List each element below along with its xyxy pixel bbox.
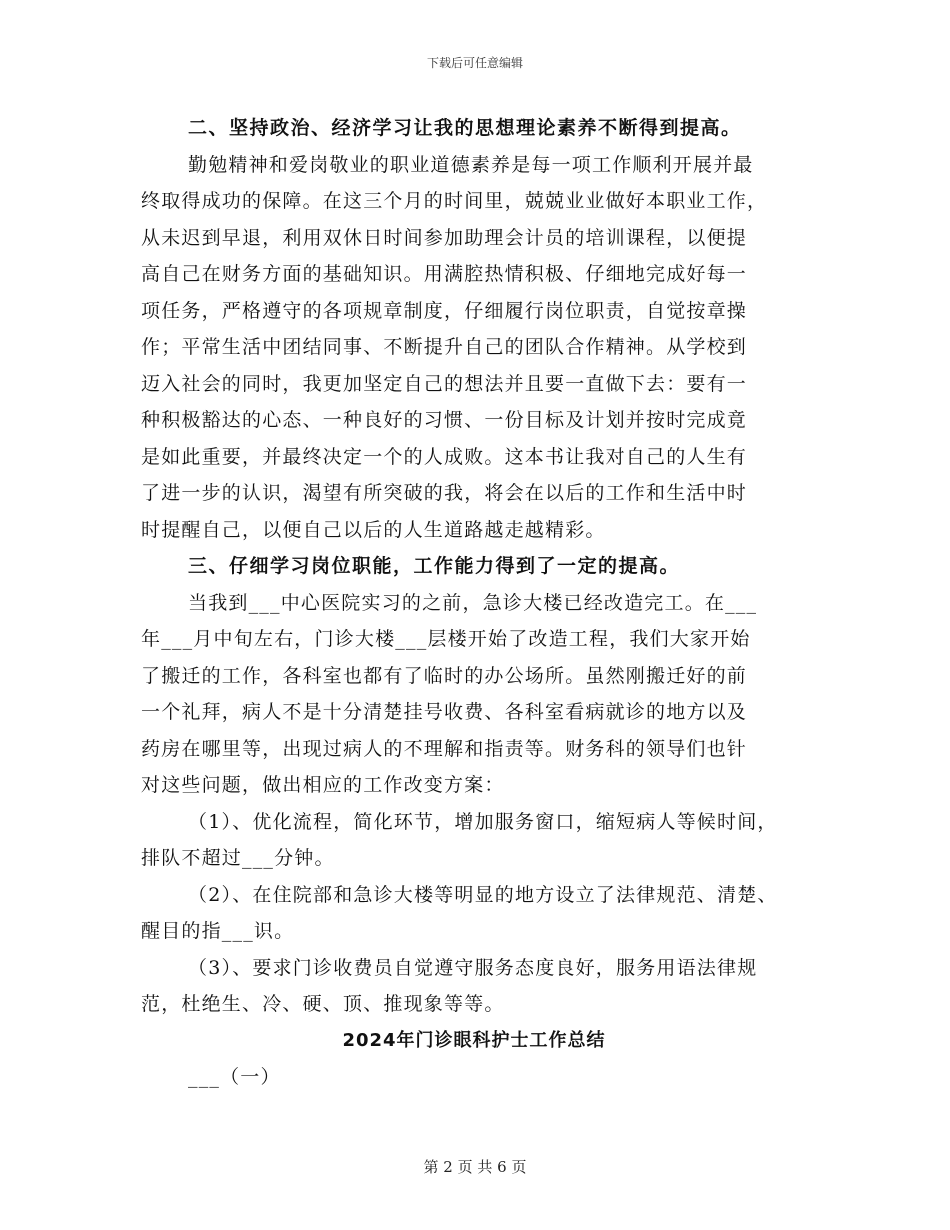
paragraph-line: 一个礼拜，病人不是十分清楚挂号收费、各科室看病就诊的地方以及 bbox=[141, 701, 748, 723]
paragraph-line: 是如此重要，并最终决定一个的人成败。这本书让我对自己的人生有 bbox=[141, 445, 748, 468]
section-heading-3: 三、仔细学习岗位职能，工作能力得到了一定的提高。 bbox=[188, 555, 681, 577]
paragraph-line: 排队不超过___分钟。 bbox=[141, 847, 335, 869]
paragraph-line: 了搬迁的工作，各科室也都有了临时的办公场所。虽然刚搬迁好的前 bbox=[141, 664, 748, 687]
paragraph-line: 迈入社会的同时，我更加坚定自己的想法并且要一直做下去：要有一 bbox=[141, 372, 748, 395]
paragraph-line: 终取得成功的保障。在这三个月的时间里，兢兢业业做好本职业工作， bbox=[141, 190, 768, 212]
paragraph-line: 种积极豁达的心态、一种良好的习惯、一份目标及计划并按时完成竟 bbox=[141, 409, 748, 431]
paragraph-line: 项任务，严格遵守的各项规章制度，仔细履行岗位职责，自觉按章操 bbox=[141, 299, 748, 322]
paragraph-line: 高自己在财务方面的基础知识。用满腔热情积极、仔细地完成好每一 bbox=[141, 263, 748, 285]
paragraph-line: 范，杜绝生、冷、硬、顶、推现象等等。 bbox=[141, 993, 505, 1015]
document-title: 2024年门诊眼科护士工作总结 bbox=[342, 1029, 606, 1051]
list-item-1: （1）、优化流程，简化环节，增加服务窗口，缩短病人等候时间， bbox=[188, 810, 778, 833]
paragraph-line: 当我到___中心医院实习的之前，急诊大楼已经改造完工。在___ bbox=[188, 591, 758, 614]
paragraph-line: 药房在哪里等，出现过病人的不理解和指责等。财务科的领导们也针 bbox=[141, 737, 748, 760]
page-footer: 第 2 页 共 6 页 bbox=[423, 1158, 527, 1176]
paragraph-line: 勤勉精神和爱岗敬业的职业道德素养是每一项工作顺利开展并最 bbox=[188, 153, 754, 176]
paragraph-line: 醒目的指___识。 bbox=[141, 920, 295, 942]
paragraph-line: ___（一） bbox=[188, 1066, 281, 1088]
paragraph-line: 年___月中旬左右，门诊大楼___层楼开始了改造工程，我们大家开始 bbox=[141, 628, 751, 650]
document-body bbox=[141, 110, 807, 1096]
list-item-2: （2）、在住院部和急诊大楼等明显的地方设立了法律规范、清楚、 bbox=[188, 883, 778, 906]
page-header: 下载后可任意编辑 bbox=[426, 56, 523, 70]
paragraph-line: 对这些问题，做出相应的工作改变方案： bbox=[141, 774, 505, 796]
section-heading-2: 二、坚持政治、经济学习让我的思想理论素养不断得到提高。 bbox=[188, 117, 742, 139]
paragraph-line: 从未迟到早退，利用双休日时间参加助理会计员的培训课程，以便提 bbox=[141, 226, 748, 249]
list-item-3: （3）、要求门诊收费员自觉遵守服务态度良好，服务用语法律规 bbox=[188, 956, 758, 979]
paragraph-line: 时提醒自己，以便自己以后的人生道路越走越精彩。 bbox=[141, 518, 606, 541]
paragraph-line: 了进一步的认识，渴望有所突破的我，将会在以后的工作和生活中时 bbox=[141, 482, 748, 504]
paragraph-line: 作；平常生活中团结同事、不断提升自己的团队合作精神。从学校到 bbox=[141, 336, 748, 358]
